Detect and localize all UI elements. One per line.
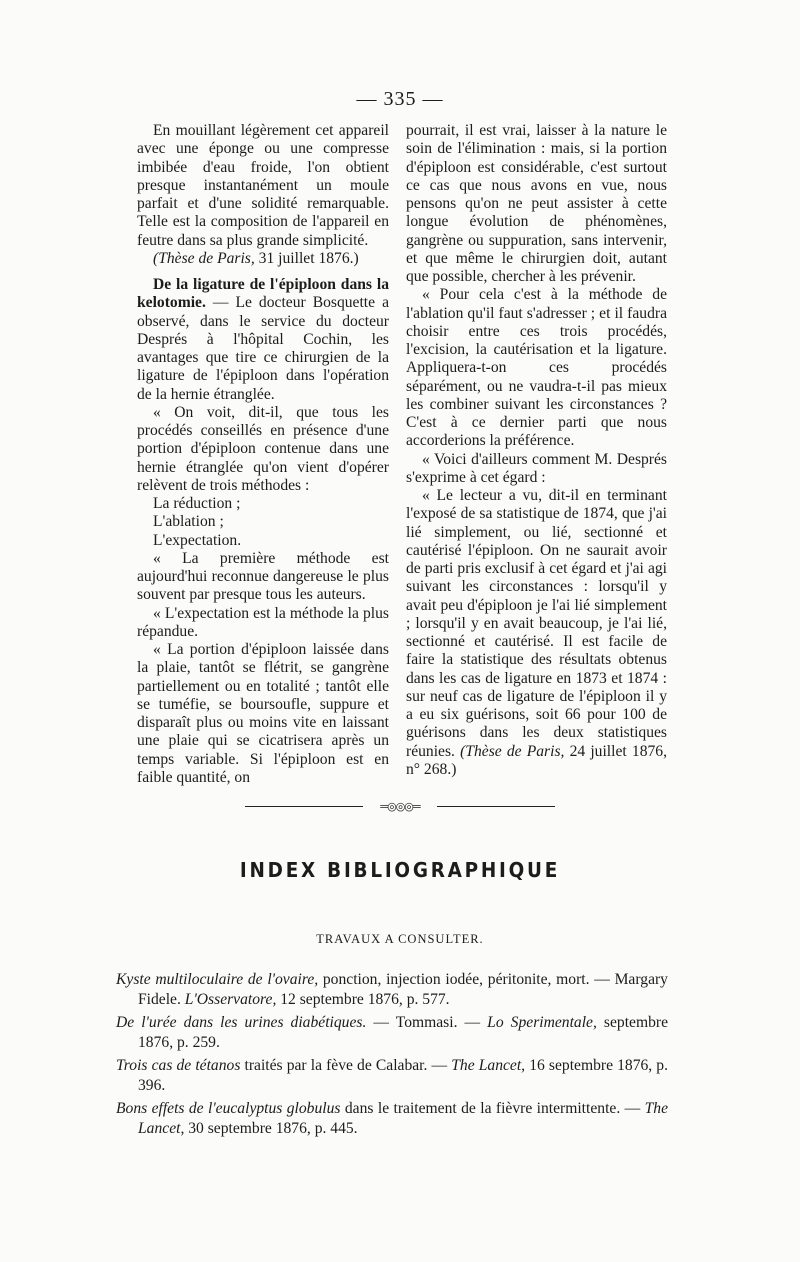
paragraph: « Pour cela c'est à la méthode de l'ablation qu'il faut s'adresser ; et il faudra choisir entre ces trois procédés, l'excision, la cautérisation et la ligature. Appliquera-t-on ces procédés séparément, ou ne vaudra-t-il pas mieux les combiner suivant les circonstances ? C'est à ce dernier parti que nous accorderions la préférence.: [406, 286, 667, 450]
paragraph: En mouillant légèrement cet appareil avec une éponge ou une compresse imbibée d'eau froide, l'on obtient presque instantanément un moule parfait et d'une solidité remarquable. Telle est la composition de l'appareil en feutre dans sa plus grande simplicité.: [137, 122, 389, 249]
entry-date: 30 septembre 1876, p. 445.: [184, 1119, 358, 1137]
paragraph-text: — Le docteur Bosquette a observé, dans le service du docteur Després à l'hôpital Cochin, les avantages que tire ce chirurgien de la ligature de l'épiploon dans l'opération de la hernie étranglée.: [137, 294, 389, 403]
entry-text: ponction, injection iodée, péritonite, mort. — Margary Fidele.: [138, 971, 668, 1008]
bibliography-list: [116, 970, 668, 1142]
entry-title: De l'urée dans les urines diabétiques.: [116, 1014, 367, 1031]
page-number: — 335 —: [356, 88, 444, 110]
paragraph: « La portion d'épiploon laissée dans la plaie, tantôt se flétrit, se gangrène partiellement ou en totalité ; tantôt elle se tuméfie, se boursoufle, suppure et disparaît plus ou moins vite en laissant une plaie qui se cicatrisera après un temps variable. Si l'épiploon est en faible quantité, on: [137, 641, 389, 786]
paragraph: « Voici d'ailleurs comment M. Després s'exprime à cet égard :: [406, 450, 667, 486]
paragraph: « La première méthode est aujourd'hui reconnue dangereuse le plus souvent par presque tous les auteurs.: [137, 549, 389, 604]
rule-line-right: [437, 806, 555, 807]
entry-journal: The Lancet,: [138, 1100, 669, 1137]
list-item: La réduction ;: [153, 495, 241, 512]
citation-source: (Thèse de Paris,: [454, 742, 565, 760]
paragraph: [406, 487, 667, 779]
entry-date: 12 septembre 1876, p. 577.: [276, 990, 450, 1008]
paragraph: pourrait, il est vrai, laisser à la nature le soin de l'élimination : mais, si la portion d'épiploon est considérable, c'est surtout ce cas que nous avons en vue, nous pensons qu'on ne peut assister à cette longue évolution de phénomènes, gangrène ou suppuration, sans intervenir, et que même le chirurgien doit, autant que possible, chercher à les prévenir.: [406, 122, 667, 285]
quote-text: « Le lecteur a vu, dit-il en terminant l'exposé de sa statistique de 1874, que j'ai lié simplement, ou lié, sectionné et cautérisé l'épiploon. On ne saurait avoir de parti pris exclusif à cet égard et j'ai agi suivant les circonstances : lorsqu'il y avait peu d'épiploon je l'ai lié simplement ; lorsqu'il y en avait beaucoup, je l'ai lié, sectionné et cautérisé. Il est facile de faire la statistique des résultats obtenus dans les cas de ligature en 1873 et 1874 : sur neuf cas de ligature de l'épiploon il y a eu six guérisons, soit 66 pour 100 de guérisons dans les deux statistiques réunies.: [406, 487, 667, 760]
entry-journal: The Lancet,: [447, 1057, 526, 1074]
entry-journal: L'Osservatore,: [180, 990, 277, 1008]
bibliography-entry: [116, 1056, 668, 1095]
paragraph: « L'expectation est la méthode la plus répandue.: [137, 604, 389, 640]
entry-title: Trois cas de tétanos: [116, 1057, 241, 1074]
left-column: [137, 122, 389, 787]
paragraph: « On voit, dit-il, que tous les procédés conseillés en présence d'une portion d'épiploon contenue dans une hernie étranglée qu'on vient d'opérer relèvent de trois méthodes :: [137, 403, 389, 494]
section-title: INDEX BIBLIOGRAPHIQUE: [239, 858, 561, 882]
entry-date: septembre 1876, p. 259.: [138, 1014, 669, 1051]
entry-text: traités par la fève de Calabar. —: [240, 1057, 448, 1074]
bibliography-entry: [116, 970, 668, 1009]
entry-text: dans le traitement de la fièvre intermittente. —: [340, 1100, 641, 1117]
entry-text: — Tommasi. —: [366, 1014, 481, 1031]
bibliography-entry: [116, 1099, 668, 1138]
ornament-icon: ═◎◎◎═: [380, 801, 420, 813]
list-item: L'ablation ;: [153, 513, 224, 531]
rule-line-left: [245, 806, 363, 807]
entry-journal: Lo Sperimentale,: [480, 1014, 597, 1031]
ornamental-rule: [245, 800, 555, 814]
bibliography-entry: [116, 1013, 668, 1052]
citation-date: 24 juillet 1876, n° 268.): [406, 742, 667, 778]
right-column: [406, 122, 667, 779]
entry-date: 16 septembre 1876, p. 396.: [138, 1057, 668, 1094]
citation: [137, 250, 389, 268]
entry-title: Bons effets de l'eucalyptus globulus: [116, 1100, 341, 1117]
section-paragraph: [137, 276, 389, 404]
citation-source: (Thèse de Paris,: [153, 249, 255, 267]
citation-date: 31 juillet 1876.): [254, 249, 359, 267]
entry-title: Kyste multiloculaire de l'ovaire,: [116, 971, 319, 988]
list-item: L'expectation.: [153, 531, 242, 549]
section-subtitle: TRAVAUX A CONSULTER.: [316, 932, 484, 946]
section-heading: De la ligature de l'épiploon dans la kelotomie.: [137, 276, 389, 312]
